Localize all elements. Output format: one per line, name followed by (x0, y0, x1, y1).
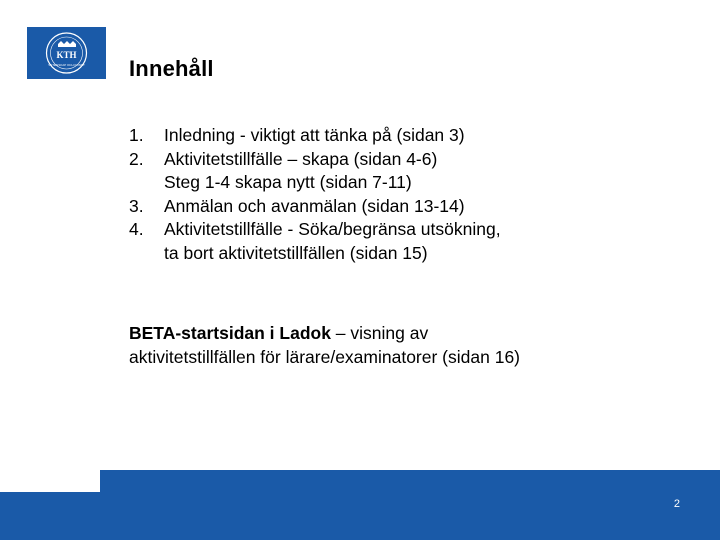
toc-text: Steg 1-4 skapa nytt (sidan 7-11) (164, 172, 412, 192)
toc-number: 3. (129, 195, 144, 216)
footer-left-block (0, 492, 100, 540)
toc-text: Anmälan och avanmälan (sidan 13-14) (164, 195, 465, 216)
logo-subtitle: VETENSKAP OCH KONST (48, 63, 85, 67)
toc-item (129, 242, 501, 266)
beta-heading: BETA-startsidan i Ladok (129, 323, 331, 343)
table-of-contents (129, 124, 501, 265)
toc-item (129, 124, 501, 148)
beta-paragraph (129, 321, 559, 369)
logo-text: KTH (56, 50, 77, 60)
toc-text: Aktivitetstillfälle - Söka/begränsa utsökning, (164, 219, 501, 239)
toc-text: Aktivitetstillfälle – skapa (sidan 4-6) (164, 148, 438, 169)
kth-logo (27, 27, 106, 79)
toc-number (129, 242, 164, 266)
toc-text: Inledning - viktigt att tänka på (sidan 3) (164, 125, 465, 145)
toc-item (129, 171, 501, 195)
slide-title: Innehåll (129, 56, 214, 81)
toc-number (129, 171, 164, 195)
toc-number: 1. (129, 125, 144, 145)
toc-number: 4. (129, 219, 144, 239)
toc-number: 2. (129, 148, 144, 169)
beta-description: – visning av aktivitetstillfällen för lärare/examinatorer (sidan 16) (129, 323, 520, 367)
toc-item (129, 148, 501, 172)
toc-item (129, 218, 501, 242)
page-number: 2 (673, 498, 680, 510)
kth-seal-icon (27, 27, 106, 79)
footer-bar (0, 470, 720, 540)
toc-item (129, 195, 501, 219)
footer-main-block (100, 470, 720, 540)
toc-text: ta bort aktivitetstillfällen (sidan 15) (164, 242, 428, 263)
